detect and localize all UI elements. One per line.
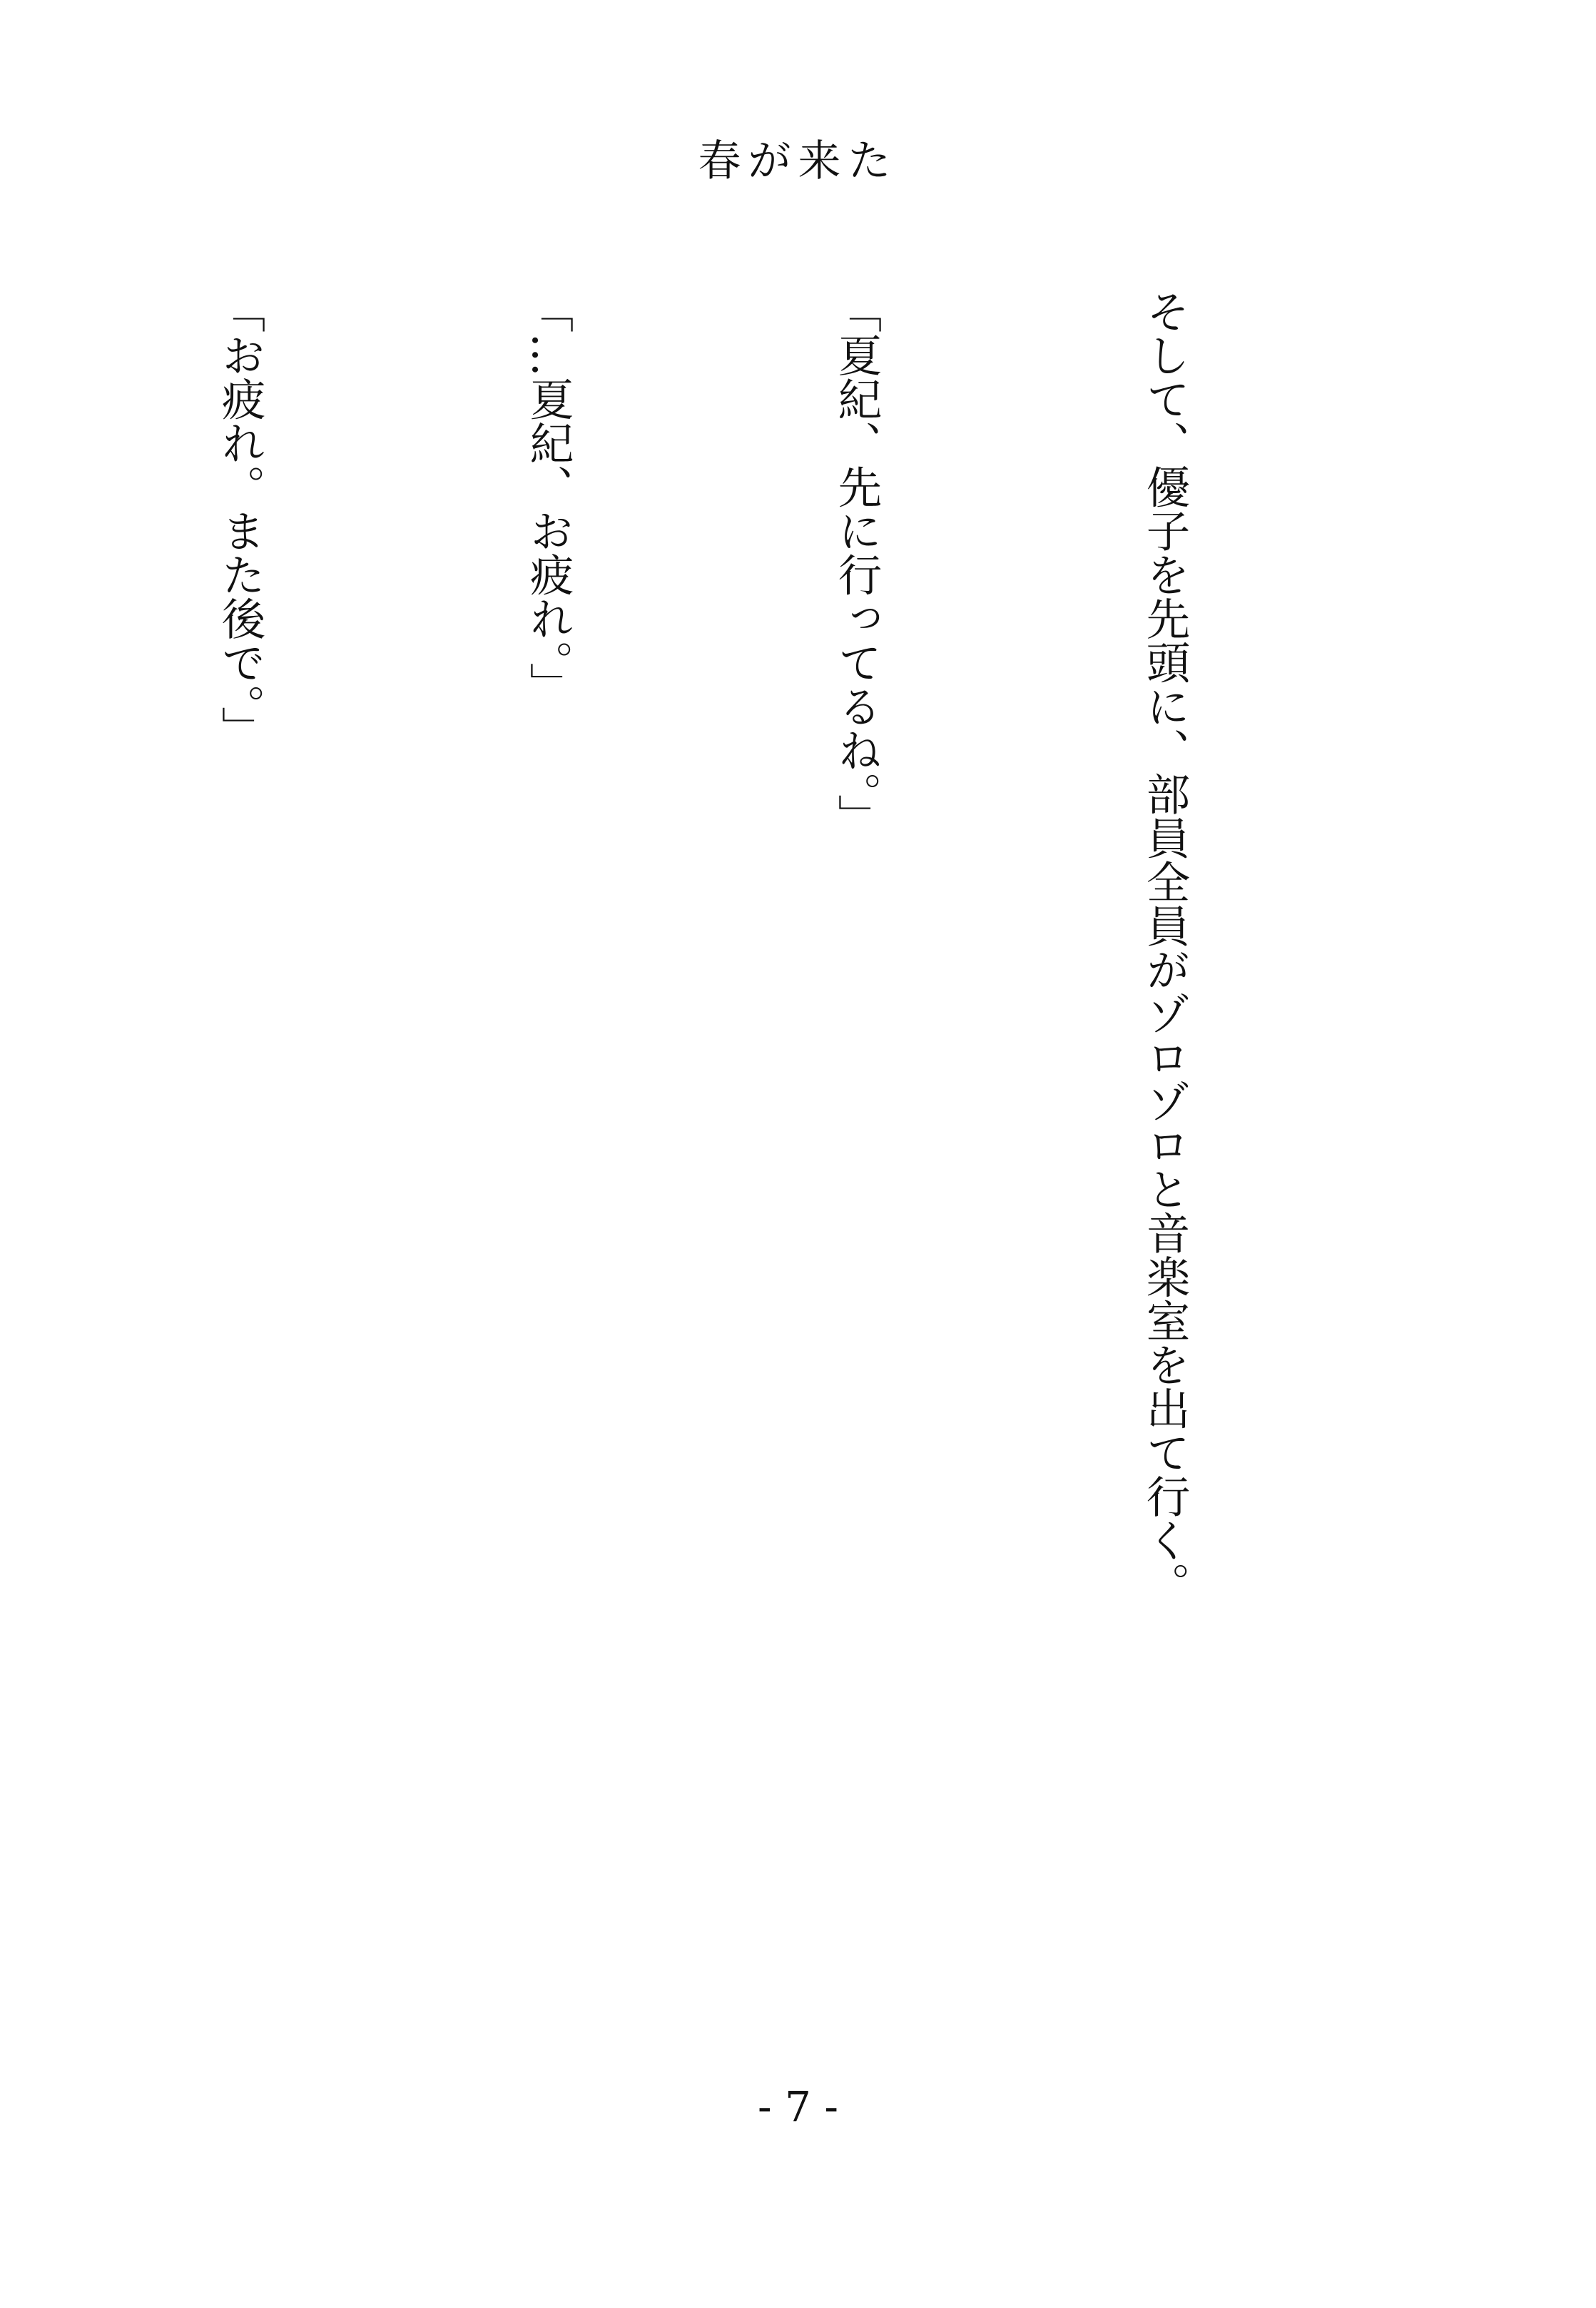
- page-number: - 7 -: [758, 2082, 838, 2131]
- vertical-body-text: [0, 289, 1421, 2073]
- page-title: 春が来た: [698, 136, 898, 186]
- text-line: 「夏紀、先に行ってるね。」: [830, 289, 882, 838]
- text-line: そして、優子を先頭に、部員全員がゾロゾロと音楽室を出て行く。: [1139, 289, 1190, 1606]
- text-line: 「お疲れ。また後で。」: [214, 289, 265, 750]
- text-line: 「…夏紀、お疲れ。」: [522, 289, 574, 707]
